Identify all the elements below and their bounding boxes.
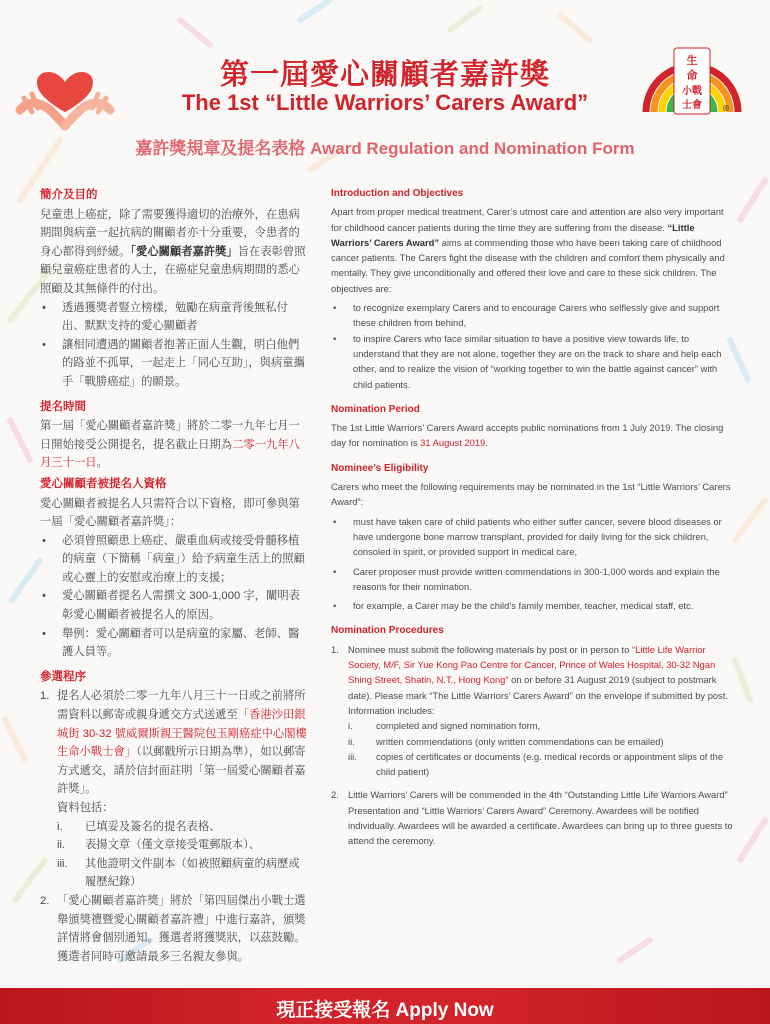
zh-intro-paragraph: 兒童患上癌症，除了需要獲得適切的治療外，在患病期間與病童一起抗病的關顧者亦十分重要，令患者的身心都得到紓緩。「愛心關顧者嘉許獎」旨在表彰曾照顧兒童癌症患者的人士，在癌症兒童患病期間的悉心照顧及其無條件的付出。 [40, 208, 306, 295]
zh-period-heading: 提名時間 [40, 400, 86, 413]
list-item: i. 已填妥及簽名的提名表格、 [57, 820, 221, 833]
zh-period-text: 第一屆「愛心關顧者嘉許獎」將於二零一九年七月一日開始接受公開提名，提名截止日期為二零一九年八月三十一日。 [40, 420, 300, 470]
svg-text:士會: 士會 [682, 100, 702, 111]
en-intro-bullets [331, 300, 733, 392]
en-period-heading: Nomination Period [331, 403, 420, 415]
list-item: • 透過獲獎者豎立榜樣，勉勵在病童背後無私付出、默默支持的愛心關顧者 [40, 299, 310, 336]
en-eligibility-heading: Nominee’s Eligibility [331, 462, 429, 474]
zh-intro-bullets [40, 299, 310, 392]
list-item: • must have taken care of child patients who either suffer cancer, severe blood diseases or have undergone bone marrow transplant, provided for daily living for the sick children, consoled in spirit, or provided support in medical care, [331, 514, 733, 560]
zh-eligibility-text: 愛心關顧者被提名人只需符合以下資格，即可參與第一屆「愛心關顧者嘉許獎」： [40, 497, 300, 529]
list-item: • to recognize exemplary Carers and to encourage Carers who selflessly give and support these children from behind, [331, 300, 733, 331]
zh-intro-heading: 簡介及目的 [40, 189, 98, 201]
en-period-text: The 1st Little Warriors’ Carers Award accepts public nominations from 1 July 2019. The closing day for nomination is 31 August 2019. [331, 422, 724, 449]
title-chinese: 第一屆愛心關顧者嘉許獎 [219, 57, 550, 91]
list-item: iii. copies of certificates or documents (e.g. medical records or appointment slips of the child patient) [348, 750, 724, 778]
zh-procedure-heading: 參選程序 [40, 670, 86, 683]
svg-text:生: 生 [686, 54, 698, 67]
zh-eligibility-heading: 愛心關顧者被提名人資格 [40, 477, 167, 490]
en-procedure-heading: Nomination Procedures [331, 625, 444, 637]
list-item: iii. 其他證明文件副本（如被照顧病童的病歷或履歷紀錄） [57, 857, 300, 889]
zh-procedure-2: 2. 「愛心關顧者嘉許獎」將於「第四屆傑出小戰士選舉頒獎禮暨愛心關顧者嘉許禮」中進行嘉許，頒獎詳情將會個別通知。獲選者將獲獎狀，以茲鼓勵。獲選者同時可邀請最多三名親友參與。 [40, 894, 306, 963]
en-eligibility-bullets [331, 514, 733, 614]
list-item: • for example, a Carer may be the child’s family member, teacher, medical staff, etc. [331, 598, 733, 613]
en-procedure-2: 2. Little Warriors’ Carers will be commended in the 4th “Outstanding Little Life Warriors Award” Presentation and “Little Warriors’ Carers Award” Ceremony. Awardees will be notified individually. Awardees will be awarded a certificate. Awardees can bring up to three guests to attend the ceremony. [331, 789, 733, 847]
list-item: • Carer proposer must provide written commendations in 300-1,000 words and explain the reasons for their nomination. [331, 564, 733, 595]
svg-text:小戰: 小戰 [682, 86, 702, 97]
en-intro-paragraph: Apart from proper medical treatment, Carer’s utmost care and attention are also very important for childhood cancer patients during the time they are suffering from the disease. “Little Warriors’ Carers Award” aims at commending those who have been taking care of childhood cancer patients. The Carers fight the disease with the children and comfort them physically and mentally. They give unconditionally and offered their love and care to these sick children. The objectives are: [331, 206, 725, 294]
en-eligibility-text: Carers who meet the following requirements may be nominated in the 1st “Little Warriors’ Carers Award”: [331, 481, 731, 508]
list-item: • 舉例：愛心關顧者可以是病童的家屬、老師、醫護人員等。 [40, 625, 310, 662]
chinese-column [40, 184, 310, 966]
english-column [331, 184, 733, 849]
list-item: • to inspire Carers who face similar situation to have a positive view towards life, to understand that they are not alone, together they are on the track to share and help each other, and to realize the vision of “working together to win the battle against cancer” with child patients. [331, 331, 733, 392]
list-item: i. completed and signed nomination form, [348, 720, 541, 732]
en-intro-heading: Introduction and Objectives [331, 188, 464, 199]
en-materials-label: Information includes: [348, 704, 435, 716]
zh-procedure-1: 1. 提名人必須於二零一九年八月三十一日或之前將所需資料以郵寄或親身遞交方式送遞至「香港沙田銀城街 30-32 號威爾斯親王醫院包玉剛癌症中心閣樓 生命小戰士會」（以郵戳所示日期為準），如以郵寄方式遞交，請於信封面註明「第一屆愛心關顧者嘉許獎」。 資料包括： i. 已填妥及簽名的提名表格、 ii. 表揚文章（僅文章接受電郵版本）、 iii. 其他證明文件副本（如被照顧病童的病歷或履歷紀錄） [40, 687, 310, 892]
list-item: ii. written commendations (only written commendations can be emailed) [348, 735, 664, 747]
list-item: ii. 表揚文章（僅文章接受電郵版本）、 [57, 839, 261, 852]
apply-now-banner-text[interactable]: 現正接受報名 Apply Now [276, 1000, 494, 1021]
zh-materials-label: 資料包括： [57, 802, 114, 814]
list-item: • 愛心關顧者提名人需撰文 300-1,000 字，闡明表彰愛心關顧者被提名人的原因。 [40, 587, 310, 624]
title-english: The 1st “Little Warriors’ Carers Award” [181, 90, 589, 115]
subtitle: 嘉許獎規章及提名表格 Award Regulation and Nomination Form [135, 139, 635, 158]
zh-eligibility-bullets [40, 532, 310, 662]
svg-text:命: 命 [686, 69, 698, 82]
en-procedure-1: 1. Nominee must submit the following materials by post or in person to “Little Life Warrior Society, M/F, Sir Yue Kong Pao Centre for Cancer, Prince of Wales Hospital, 30-32 Ngan Shing Street, Shatin, N.T., Hong Kong” on or before 31 August 2019 (subject to postmark date). Please mark “The Little Warriors’ Carers Award” on the envelope if submitted by post. Information includes: i. completed and signed nomination form, ii. written commendations (only written commendations can be emailed) iii. copies of certificates or documents (e.g. medical records or appointment slips of the child patient) [331, 642, 733, 780]
list-item: • 讓相同遭遇的關顧者抱著正面人生觀，明白他們的路並不孤單，一起走上「同心互助」，與病童攜手「戰勝癌症」的願景。 [40, 336, 310, 392]
list-item: • 必須曾照顧患上癌症、嚴重血病或接受骨髓移植的病童（下簡稱「病童」）給予病童生活上的照顧或心靈上的安慰或治療上的支援； [40, 532, 310, 588]
registered-mark: ® [722, 104, 730, 113]
